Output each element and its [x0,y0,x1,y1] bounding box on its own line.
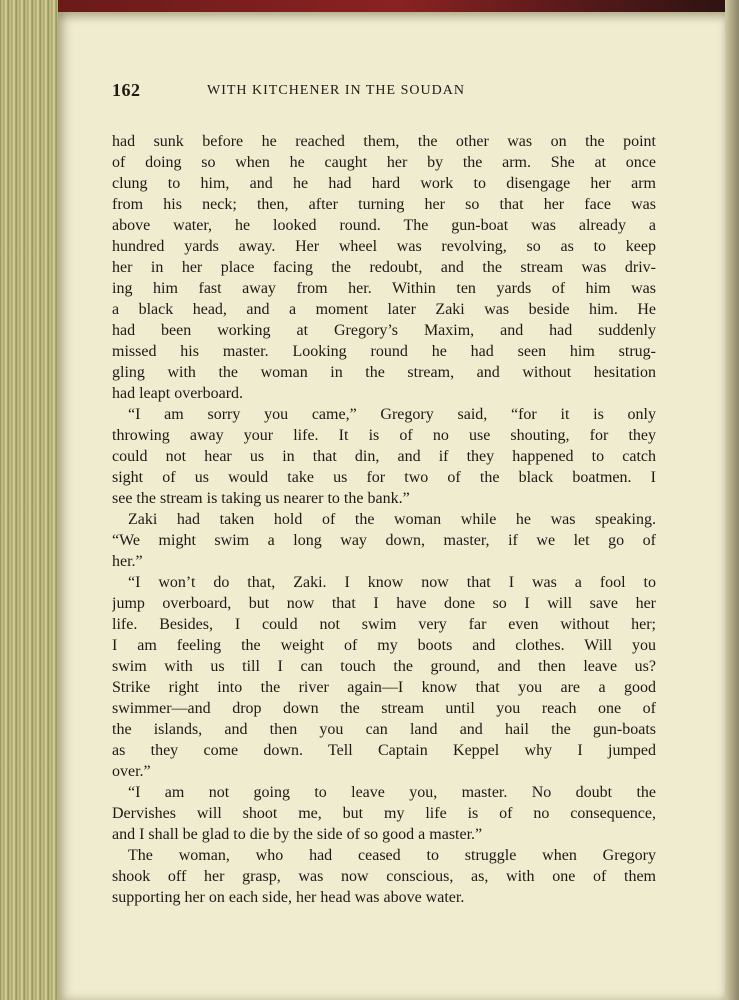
text-line: throwing away your life. It is of no use shouting, for they [112,427,656,444]
text-line: Zaki had taken hold of the woman while he was speaking. [128,511,656,528]
text-line: “I am sorry you came,” Gregory said, “for it is only [128,406,656,423]
text-line: jump overboard, but now that I have done so I will save her [112,595,656,612]
text-line: “I won’t do that, Zaki. I know now that I was a fool to [128,574,656,591]
text-line: over.” [112,763,151,780]
text-line: had leapt overboard. [112,385,244,402]
running-head: WITH KITCHENER IN THE SOUDAN [207,83,465,98]
text-line: life. Besides, I could not swim very far even without her; [112,616,656,633]
book-spine-edge [0,0,58,1000]
text-line: The woman, who had ceased to struggle when Gregory [128,847,656,864]
page-header [112,80,542,106]
text-line: swimmer—and drop down the stream until you reach one of [112,700,656,717]
page-right-edge [725,0,739,1000]
text-line: of doing so when he caught her by the arm. She at once [112,154,656,171]
text-line: hundred yards away. Her wheel was revolving, so as to keep [112,238,656,255]
text-line: “I am not going to leave you, master. No doubt the [128,784,656,801]
text-line: above water, he looked round. The gun-boat was already a [112,217,656,234]
text-line: Strike right into the river again—I know that you are a good [112,679,656,696]
text-line: missed his master. Looking round he had seen him strug- [112,343,656,360]
body-text [112,131,656,908]
text-line: and I shall be glad to die by the side of so good a master.” [112,826,483,843]
text-line: her in her place facing the redoubt, and the stream was driv- [112,259,656,276]
text-line: could not hear us in that din, and if they happened to catch [112,448,656,465]
text-line: I am feeling the weight of my boots and clothes. Will you [112,637,656,654]
text-line: gling with the woman in the stream, and without hesitation [112,364,656,381]
text-line: clung to him, and he had hard work to disengage her arm [112,175,656,192]
text-line: her.” [112,553,143,570]
text-line: shook off her grasp, was now conscious, as, with one of them [112,868,656,885]
text-line: Dervishes will shoot me, but my life is of no consequence, [112,805,656,822]
text-line: “We might swim a long way down, master, if we let go of [112,532,656,549]
page-number: 162 [112,80,141,100]
text-line: from his neck; then, after turning her so that her face was [112,196,656,213]
text-line: the islands, and then you can land and hail the gun-boats [112,721,656,738]
text-line: ing him fast away from her. Within ten yards of him was [112,280,656,297]
text-line: supporting her on each side, her head was above water. [112,889,465,906]
text-line: swim with us till I can touch the ground, and then leave us? [112,658,656,675]
text-line: had been working at Gregory’s Maxim, and had suddenly [112,322,656,339]
text-line: had sunk before he reached them, the other was on the point [112,133,656,150]
text-line: as they come down. Tell Captain Keppel why I jumped [112,742,656,759]
text-line: sight of us would take us for two of the black boatmen. I [112,469,656,486]
text-line: a black head, and a moment later Zaki was beside him. He [112,301,656,318]
text-line: see the stream is taking us nearer to the bank.” [112,490,410,507]
